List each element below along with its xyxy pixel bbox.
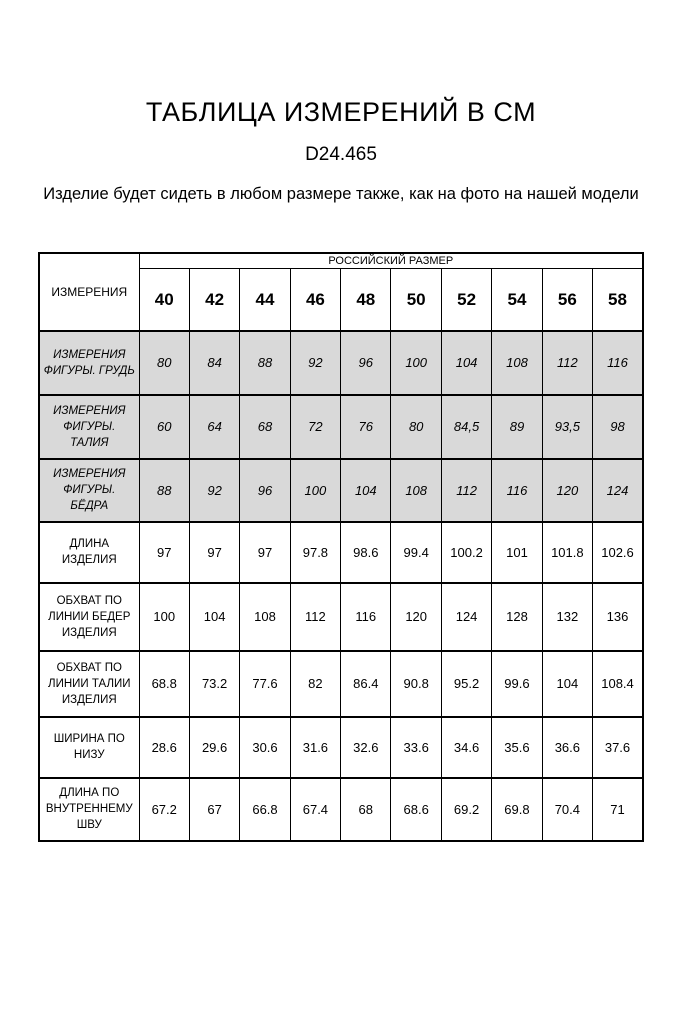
value-cell: 84 xyxy=(189,331,239,395)
row-label: ОБХВАТ ПО ЛИНИИ БЕДЕР ИЗДЕЛИЯ xyxy=(39,583,139,651)
value-cell: 108.4 xyxy=(593,651,643,717)
value-cell: 104 xyxy=(542,651,592,717)
value-cell: 116 xyxy=(341,583,391,651)
value-cell: 100 xyxy=(139,583,189,651)
value-cell: 104 xyxy=(441,331,491,395)
value-cell: 120 xyxy=(542,459,592,522)
product-code: D24.465 xyxy=(305,144,377,166)
size-cell: 50 xyxy=(391,269,441,331)
value-cell: 80 xyxy=(391,395,441,459)
size-cell: 44 xyxy=(240,269,290,331)
value-cell: 112 xyxy=(290,583,340,651)
value-cell: 64 xyxy=(189,395,239,459)
row-label: ДЛИНА ПО ВНУТРЕННЕМУ ШВУ xyxy=(39,778,139,841)
value-cell: 31.6 xyxy=(290,717,340,778)
size-cell: 58 xyxy=(593,269,643,331)
value-cell: 128 xyxy=(492,583,542,651)
value-cell: 68 xyxy=(341,778,391,841)
table-row xyxy=(39,459,643,522)
table-row xyxy=(39,717,643,778)
value-cell: 124 xyxy=(593,459,643,522)
value-cell: 132 xyxy=(542,583,592,651)
value-cell: 100.2 xyxy=(441,522,491,583)
value-cell: 101 xyxy=(492,522,542,583)
value-cell: 99.6 xyxy=(492,651,542,717)
row-label: ШИРИНА ПО НИЗУ xyxy=(39,717,139,778)
value-cell: 66.8 xyxy=(240,778,290,841)
value-cell: 82 xyxy=(290,651,340,717)
fit-note: Изделие будет сидеть в любом размере также, как на фото на нашей модели xyxy=(43,185,639,204)
measurements-table xyxy=(38,252,644,842)
value-cell: 67.2 xyxy=(139,778,189,841)
row-label: ИЗМЕРЕНИЯ ФИГУРЫ. ГРУДЬ xyxy=(39,331,139,395)
value-cell: 88 xyxy=(139,459,189,522)
value-cell: 89 xyxy=(492,395,542,459)
size-cell: 46 xyxy=(290,269,340,331)
page-title: ТАБЛИЦА ИЗМЕРЕНИЙ В СМ xyxy=(145,97,537,127)
value-cell: 98 xyxy=(593,395,643,459)
value-cell: 86.4 xyxy=(341,651,391,717)
value-cell: 76 xyxy=(341,395,391,459)
value-cell: 97.8 xyxy=(290,522,340,583)
size-cell: 48 xyxy=(341,269,391,331)
corner-header-cell: ИЗМЕРЕНИЯ xyxy=(39,253,139,331)
size-cell: 52 xyxy=(441,269,491,331)
size-cell: 40 xyxy=(139,269,189,331)
value-cell: 100 xyxy=(391,331,441,395)
table-row xyxy=(39,778,643,841)
value-cell: 108 xyxy=(240,583,290,651)
size-group-header: РОССИЙСКИЙ РАЗМЕР xyxy=(139,253,643,269)
value-cell: 88 xyxy=(240,331,290,395)
value-cell: 70.4 xyxy=(542,778,592,841)
table-row xyxy=(39,583,643,651)
value-cell: 68 xyxy=(240,395,290,459)
value-cell: 32.6 xyxy=(341,717,391,778)
size-cell: 56 xyxy=(542,269,592,331)
table-row xyxy=(39,651,643,717)
value-cell: 116 xyxy=(593,331,643,395)
value-cell: 92 xyxy=(189,459,239,522)
value-cell: 136 xyxy=(593,583,643,651)
value-cell: 112 xyxy=(542,331,592,395)
value-cell: 29.6 xyxy=(189,717,239,778)
value-cell: 72 xyxy=(290,395,340,459)
value-cell: 35.6 xyxy=(492,717,542,778)
value-cell: 28.6 xyxy=(139,717,189,778)
value-cell: 68.8 xyxy=(139,651,189,717)
value-cell: 95.2 xyxy=(441,651,491,717)
value-cell: 101.8 xyxy=(542,522,592,583)
value-cell: 96 xyxy=(240,459,290,522)
value-cell: 84,5 xyxy=(441,395,491,459)
value-cell: 67.4 xyxy=(290,778,340,841)
value-cell: 120 xyxy=(391,583,441,651)
value-cell: 99.4 xyxy=(391,522,441,583)
value-cell: 37.6 xyxy=(593,717,643,778)
value-cell: 73.2 xyxy=(189,651,239,717)
value-cell: 68.6 xyxy=(391,778,441,841)
value-cell: 77.6 xyxy=(240,651,290,717)
value-cell: 98.6 xyxy=(341,522,391,583)
value-cell: 100 xyxy=(290,459,340,522)
size-cell: 54 xyxy=(492,269,542,331)
value-cell: 102.6 xyxy=(593,522,643,583)
value-cell: 93,5 xyxy=(542,395,592,459)
table-row xyxy=(39,331,643,395)
value-cell: 36.6 xyxy=(542,717,592,778)
value-cell: 67 xyxy=(189,778,239,841)
row-label: ИЗМЕРЕНИЯ ФИГУРЫ. ТАЛИЯ xyxy=(39,395,139,459)
value-cell: 112 xyxy=(441,459,491,522)
row-label: ИЗМЕРЕНИЯ ФИГУРЫ. БЁДРА xyxy=(39,459,139,522)
table-row xyxy=(39,395,643,459)
value-cell: 108 xyxy=(492,331,542,395)
value-cell: 33.6 xyxy=(391,717,441,778)
value-cell: 124 xyxy=(441,583,491,651)
value-cell: 104 xyxy=(341,459,391,522)
value-cell: 96 xyxy=(341,331,391,395)
value-cell: 97 xyxy=(240,522,290,583)
value-cell: 90.8 xyxy=(391,651,441,717)
row-label: ОБХВАТ ПО ЛИНИИ ТАЛИИ ИЗДЕЛИЯ xyxy=(39,651,139,717)
value-cell: 97 xyxy=(189,522,239,583)
value-cell: 71 xyxy=(593,778,643,841)
value-cell: 60 xyxy=(139,395,189,459)
value-cell: 97 xyxy=(139,522,189,583)
value-cell: 69.2 xyxy=(441,778,491,841)
value-cell: 92 xyxy=(290,331,340,395)
table-row xyxy=(39,253,643,269)
value-cell: 108 xyxy=(391,459,441,522)
value-cell: 69.8 xyxy=(492,778,542,841)
value-cell: 34.6 xyxy=(441,717,491,778)
size-cell: 42 xyxy=(189,269,239,331)
row-label: ДЛИНА ИЗДЕЛИЯ xyxy=(39,522,139,583)
value-cell: 116 xyxy=(492,459,542,522)
table-row xyxy=(39,522,643,583)
value-cell: 30.6 xyxy=(240,717,290,778)
value-cell: 104 xyxy=(189,583,239,651)
value-cell: 80 xyxy=(139,331,189,395)
